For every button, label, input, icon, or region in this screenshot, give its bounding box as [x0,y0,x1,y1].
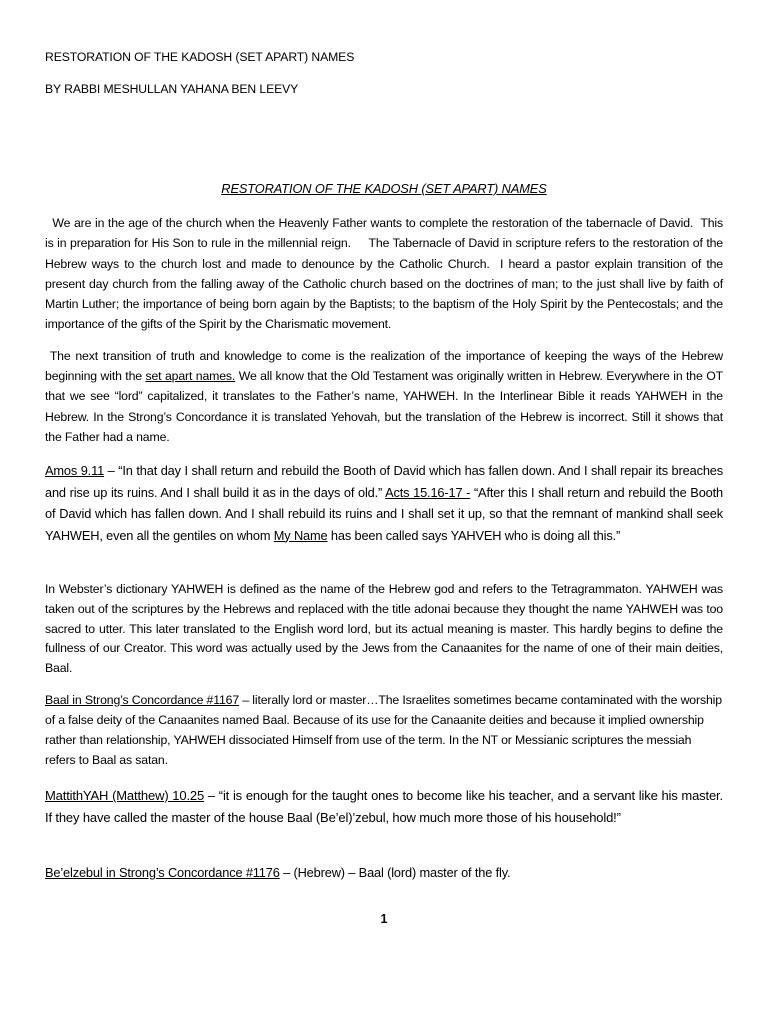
acts-reference-link[interactable]: Acts 15.16-17 - [385,484,471,500]
paragraph-2-text-a: The next transition of truth and knowledge to come is the realization of the importance of keeping the ways of the Hebrew beginning with the [45,349,727,384]
set-apart-names-link[interactable]: set apart names. [145,369,236,384]
beelzebul-concordance-link[interactable]: Be’elzebul in Strong’s Concordance #1176 [45,865,280,880]
matthew-reference-link[interactable]: MattithYAH (Matthew) 10.25 [45,788,205,803]
paragraph-3-text-c: has been called says YAHVEH who is doing all this.” [327,527,621,543]
paragraph-3 [45,460,723,546]
paragraph-7 [45,863,723,883]
baal-concordance-link[interactable]: Baal in Strong’s Concordance #1167 [45,693,240,707]
amos-reference-link[interactable]: Amos 9.11 [45,463,105,478]
page-number: 1 [380,912,388,926]
paragraph-7-text: – (Hebrew) – Baal (lord) master of the fly. [279,865,511,880]
paragraph-2 [45,346,727,447]
paragraph-6 [45,785,723,828]
my-name-link[interactable]: My Name [273,527,328,543]
paragraph-4 [45,580,723,679]
paragraph-1 [45,213,727,335]
paragraph-5-text: – literally lord or master…The Israelites sometimes became contaminated with the worship of a false deity of the Canaanites named Baal. Because of its use for the Canaanite deities and because it implied ownership rather than relationship, YAHWEH dissociated Himself from use of the term. In the NT or Messianic scriptures the messiah refers to Baal as satan. [45,693,722,767]
document-title: RESTORATION OF THE KADOSH (SET APART) NAMES [221,181,547,196]
header-byline: BY RABBI MESHULLAN YAHANA BEN LEEVY [45,82,299,96]
paragraph-2-text-b: We all know that the Old Testament was originally written in Hebrew. Everywhere in the OT that we see “lord” capitalized, it translates to the Father’s name, YAHWEH. In the Interlinear Bible it reads YAHWEH in the Hebrew. In the Strong’s Concordance it is translated Yehovah, but the translation of the Hebrew is incorrect. Still it shows that the Father had a name. [45,369,723,444]
paragraph-3-text-b: “After this I shall return and rebuild the Booth of David which has fallen down. And I shall rebuild its ruins and I shall set it up, so that the remnant of mankind shall seek YAHWEH, even all the gentiles on whom [45,484,723,543]
paragraph-1-text: We are in the age of the church when the Heavenly Father wants to complete the restoration of the tabernacle of David. This is in preparation for His Son to rule in the millennial reign. The Tabernacle of David in scripture refers to the restoration of the Hebrew ways to the church lost and made to denounce by the Catholic Church. I heard a pastor explain transition of the present day church from the falling away of the Catholic church based on the doctrines of man; to the just shall live by faith of Martin Luther; the importance of being born again by the Baptists; to the baptism of the Holy Spirit by the Pentecostals; and the importance of the gifts of the Spirit by the Charismatic movement. [45,216,727,332]
paragraph-3-text-a: – “In that day I shall return and rebuild the Booth of David which has fallen down. And I shall repair its breaches and rise up its ruins. And I shall build it as in the days of old.” [45,463,723,500]
paragraph-5 [45,691,723,771]
header-title: RESTORATION OF THE KADOSH (SET APART) NAMES [45,50,355,64]
paragraph-4-text: In Webster’s dictionary YAHWEH is defined as the name of the Hebrew god and refers to the Tetragrammaton. YAHWEH was taken out of the scriptures by the Hebrews and replaced with the title adonai because they thought the name YAHWEH was too sacred to utter. This later translated to the English word lord, but its actual meaning is master. This hardly begins to define the fullness of our Creator. This word was actually used by the Jews from the Canaanites for the name of one of their main deities, Baal. [45,582,723,676]
paragraph-6-text: – “it is enough for the taught ones to become like his teacher, and a servant like his master. If they have called the master of the house Baal (Be’el)’zebul, how much more those of his household!” [45,788,723,825]
